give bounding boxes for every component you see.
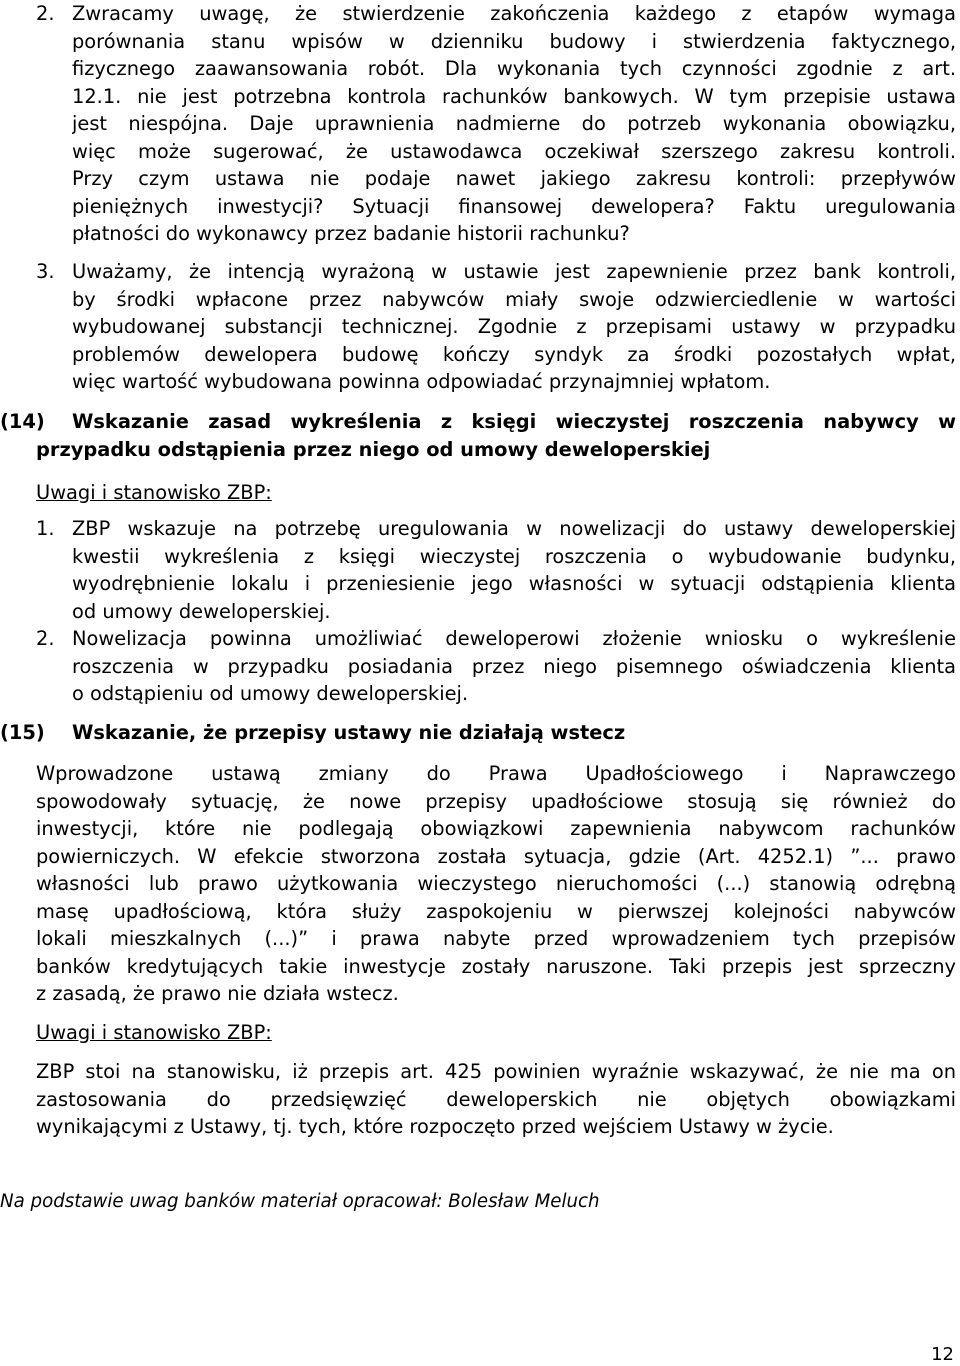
text-line: jest niespójna. Daje uprawnienia nadmierne do potrzeb wykonania obowiązku, <box>72 112 956 135</box>
list-item-text <box>72 515 956 625</box>
list-number: 2. <box>36 2 55 25</box>
list-item-text <box>72 625 956 708</box>
list-item-2b <box>36 625 956 708</box>
text-line: problemów dewelopera budowę kończy syndyk za środki pozostałych wpłat, <box>72 342 956 366</box>
section-paragraph <box>36 760 956 1008</box>
text-line: porównania stanu wpisów w dzienniku budowy i stwierdzenia faktycznego, <box>72 29 956 53</box>
section-heading-14 <box>0 408 956 463</box>
text-line: wynikającymi z Ustawy, tj. tych, które rozpoczęto przed wejściem Ustawy w życie. <box>36 1115 834 1138</box>
text-line: Nowelizacja powinna umożliwiać deweloperowi złożenie wniosku o wykreślenie <box>72 627 956 650</box>
list-number: 2. <box>36 627 55 650</box>
remarks-label: Uwagi i stanowisko ZBP: <box>36 1021 272 1044</box>
text-line: płatności do wykonawcy przez badanie historii rachunku? <box>72 222 630 245</box>
section-title <box>36 408 956 463</box>
page-number: 12 <box>931 1344 954 1365</box>
text-line: Uważamy, że intencją wyrażoną w ustawie jest zapewnienie przez bank kontroli, <box>72 260 956 283</box>
text-line: spowodowały sytuację, że nowe przepisy upadłościowe stosują się również do <box>36 789 956 813</box>
text-line: 12.1. nie jest potrzebna kontrola rachunków bankowych. W tym przepisie ustawa <box>72 84 956 108</box>
text-line: z zasadą, że prawo nie działa wstecz. <box>36 982 399 1005</box>
text-line: banków kredytujących takie inwestycje zostały naruszone. Taki przepis jest sprzeczny <box>36 954 956 978</box>
text-line: powierniczych. W efekcie stworzona została sytuacja, gdzie (Art. 4252.1) ”... prawo <box>36 844 956 868</box>
text-line: Wprowadzone ustawą zmiany do Prawa Upadłościowego i Naprawczego <box>36 762 956 785</box>
remarks-label: Uwagi i stanowisko ZBP: <box>36 481 272 504</box>
list-number: 3. <box>36 260 55 283</box>
text-line: wyodrębnienie lokalu i przeniesienie jego własności w sytuacji odstąpienia klienta <box>72 572 956 595</box>
list-number: 1. <box>36 517 55 540</box>
text-line: pieniężnych inwestycji? Sytuacji finansowej dewelopera? Faktu uregulowania <box>72 194 956 218</box>
title-line: Wskazanie zasad wykreślenia z księgi wieczystej roszczenia nabywcy w <box>72 410 956 433</box>
text-line: fizycznego zaawansowania robót. Dla wykonania tych czynności zgodnie z art. <box>72 57 956 80</box>
text-line: roszczenia w przypadku posiadania przez niego pisemnego oświadczenia klienta <box>72 654 956 678</box>
text-line: o odstąpieniu od umowy deweloperskiej. <box>72 682 469 705</box>
text-line: inwestycji, które nie podlegają obowiązkowi zapewnienia nabywcom rachunków <box>36 817 956 840</box>
list-item-2 <box>36 0 956 248</box>
list-item-1 <box>36 515 956 625</box>
text-line: ZBP stoi na stanowisku, iż przepis art. 425 powinien wyraźnie wskazywać, że nie ma on <box>36 1060 956 1083</box>
list-item-text <box>72 258 956 396</box>
title-line: Wskazanie, że przepisy ustawy nie działają wstecz <box>72 721 626 744</box>
title-line: przypadku odstąpienia przez niego od umowy deweloperskiej <box>36 437 711 461</box>
text-line: lokali mieszkalnych (...)” i prawa nabyte przed wprowadzeniem tych przepisów <box>36 927 956 950</box>
text-line: ZBP wskazuje na potrzebę uregulowania w nowelizacji do ustawy deweloperskiej <box>72 517 956 540</box>
text-line: wybudowanej substancji technicznej. Zgodnie z przepisami ustawy w przypadku <box>72 315 956 338</box>
section-heading-15 <box>0 719 956 747</box>
text-line: od umowy deweloperskiej. <box>72 599 331 623</box>
list-item-text <box>72 0 956 248</box>
section-title <box>72 719 956 747</box>
list-item-3 <box>36 258 956 396</box>
text-line: kwestii wykreślenia z księgi wieczystej roszczenia o wybudowanie budynku, <box>72 544 956 568</box>
text-line: więc może sugerować, że ustawodawca oczekiwał szerszego zakresu kontroli. <box>72 139 956 163</box>
text-line: zastosowania do przedsięwzięć deweloperskich nie objętych obowiązkami <box>36 1087 956 1111</box>
text-line: Zwracamy uwagę, że stwierdzenie zakończenia każdego z etapów wymaga <box>72 2 956 25</box>
remarks-paragraph <box>36 1058 956 1141</box>
text-line: Przy czym ustawa nie podaje nawet jakiego zakresu kontroli: przepływów <box>72 167 956 190</box>
text-line: więc wartość wybudowana powinna odpowiadać przynajmniej wpłatom. <box>72 370 771 393</box>
text-line: masę upadłościową, która służy zaspokojeniu w pierwszej kolejności nabywców <box>36 899 956 923</box>
author-footer: Na podstawie uwag banków materiał opracował: Bolesław Meluch <box>0 1191 600 1212</box>
section-number: (15) <box>0 721 45 744</box>
text-line: by środki wpłacone przez nabywców miały swoje odzwierciedlenie w wartości <box>72 287 956 311</box>
text-line: własności lub prawo użytkowania wieczystego nieruchomości (...) stanowią odrębną <box>36 872 956 895</box>
section-number: (14) <box>0 410 45 433</box>
